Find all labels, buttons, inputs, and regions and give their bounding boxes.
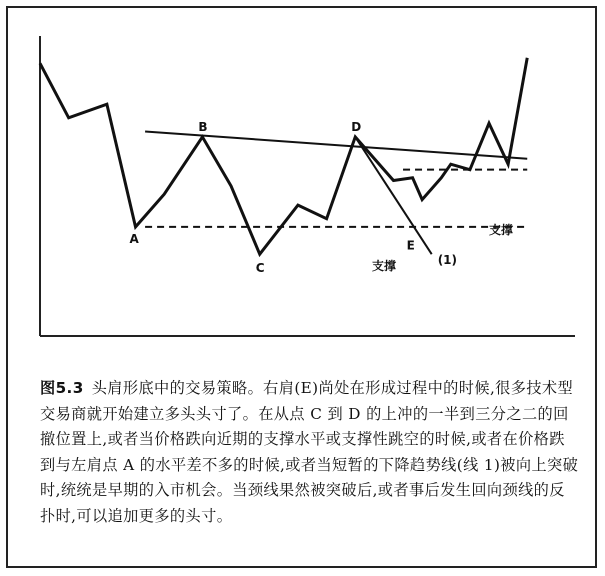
point-label-a: A — [129, 231, 139, 246]
point-label-d: D — [351, 119, 362, 134]
trendline-1-label: (1) — [437, 253, 458, 268]
point-label-b: B — [198, 119, 208, 134]
point-label-e: E — [406, 238, 415, 253]
figure-number: 图5.3 — [40, 379, 84, 397]
price-line — [40, 58, 527, 254]
support-label-1: 支撑 — [372, 259, 397, 273]
caption-text: 头肩形底中的交易策略。右肩(E)尚处在形成过程中的时候,很多技术型交易商就开始建立多头头寸了。在从点 C 到 D 的上冲的一半到三分之二的回撤位置上,或者当价格跌向近期的支撑水平或支撑性跳空的时候,或者在价格跌到与左肩点 A 的水平差不多的时候,或者当短暂的下降趋势线(线 1)被向上突破时,统统是早期的入市机会。当颈线果然被突破后,或者事后发生回向颈线的反扑时,可以追加更多的头寸。 — [40, 379, 579, 525]
support-label-2: 支撑 — [489, 223, 514, 237]
point-label-c: C — [255, 261, 265, 276]
chart-axes — [40, 36, 575, 336]
figure-caption — [40, 376, 580, 529]
price-series — [40, 58, 527, 254]
